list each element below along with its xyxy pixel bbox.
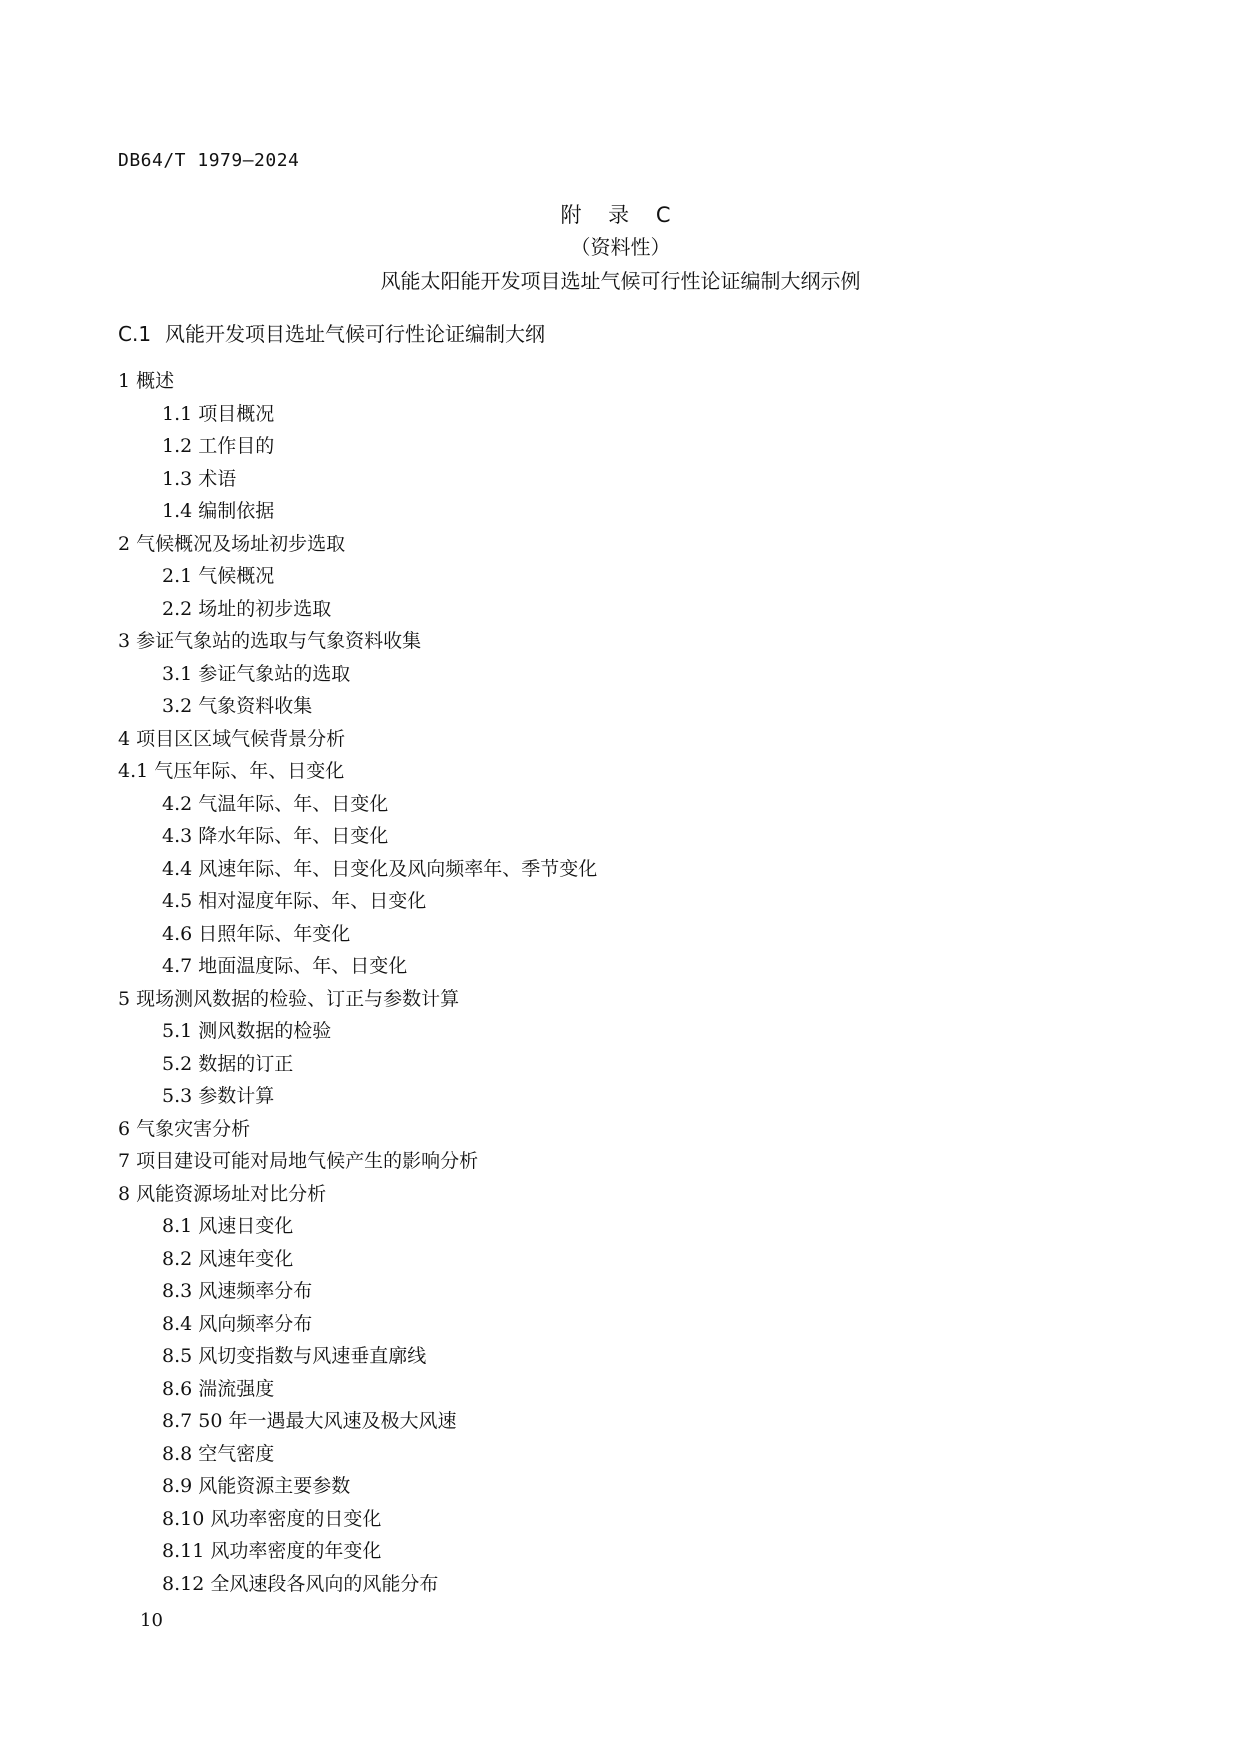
outline-chapter: 3 参证气象站的选取与气象资料收集 (118, 630, 422, 652)
outline-subsection: 5.2 数据的订正 (162, 1052, 294, 1075)
outline-subsection: 1.3 术语 (162, 467, 237, 490)
outline-subsection: 1.2 工作目的 (162, 435, 275, 457)
appendix-title: 附 录 C (560, 203, 681, 227)
page-number: 10 (140, 1610, 163, 1631)
outline-chapter: 7 项目建设可能对局地气候产生的影响分析 (118, 1150, 479, 1172)
outline-chapter: 2 气候概况及场址初步选取 (118, 532, 346, 555)
outline-subsection: 4.2 气温年际、年、日变化 (162, 792, 389, 815)
outline-subsection: 8.12 全风速段各风向的风能分布 (162, 1572, 439, 1595)
outline-subsection: 8.3 风速频率分布 (162, 1280, 313, 1302)
outline-subsection: 8.5 风切变指数与风速垂直廓线 (162, 1345, 427, 1367)
appendix-heading (0, 200, 1241, 296)
outline-chapter: 4.1 气压年际、年、日变化 (118, 760, 345, 782)
outline-subsection: 1.4 编制依据 (162, 500, 275, 522)
section-number: C.1 (118, 322, 152, 346)
outline-list (0, 365, 1241, 1600)
outline-subsection: 4.7 地面温度际、年、日变化 (162, 955, 408, 977)
document-code: DB64/T 1979—2024 (118, 150, 300, 171)
outline-subsection: 5.1 测风数据的检验 (162, 1020, 332, 1042)
outline-subsection: 4.6 日照年际、年变化 (162, 922, 351, 945)
outline-chapter: 6 气象灾害分析 (118, 1117, 251, 1140)
outline-subsection: 8.11 风功率密度的年变化 (162, 1540, 382, 1562)
outline-chapter: 1 概述 (118, 370, 175, 392)
outline-subsection: 2.2 场址的初步选取 (162, 597, 332, 620)
appendix-name: 风能太阳能开发项目选址气候可行性论证编制大纲示例 (380, 269, 861, 293)
outline-subsection: 4.4 风速年际、年、日变化及风向频率年、季节变化 (162, 857, 598, 880)
outline-subsection: 4.5 相对湿度年际、年、日变化 (162, 890, 427, 912)
outline-subsection: 8.2 风速年变化 (162, 1247, 294, 1270)
outline-subsection: 8.1 风速日变化 (162, 1215, 294, 1237)
outline-subsection: 8.8 空气密度 (162, 1442, 275, 1465)
outline-subsection: 8.6 湍流强度 (162, 1377, 275, 1400)
outline-chapter: 4 项目区区域气候背景分析 (118, 727, 346, 750)
outline-subsection: 3.1 参证气象站的选取 (162, 662, 351, 685)
outline-subsection: 3.2 气象资料收集 (162, 695, 313, 717)
outline-chapter: 5 现场测风数据的检验、订正与参数计算 (118, 987, 460, 1010)
outline-subsection: 8.7 50 年一遇最大风速及极大风速 (162, 1410, 457, 1432)
outline-subsection: 2.1 气候概况 (162, 565, 275, 587)
section-title: 风能开发项目选址气候可行性论证编制大纲 (165, 322, 546, 346)
section-heading (118, 318, 545, 347)
outline-chapter: 8 风能资源场址对比分析 (118, 1182, 327, 1205)
outline-subsection: 8.9 风能资源主要参数 (162, 1475, 351, 1497)
outline-subsection: 4.3 降水年际、年、日变化 (162, 825, 389, 847)
outline-subsection: 5.3 参数计算 (162, 1085, 275, 1107)
outline-subsection: 8.4 风向频率分布 (162, 1312, 313, 1335)
outline-subsection: 1.1 项目概况 (162, 402, 275, 425)
appendix-type: （资料性） (570, 235, 671, 259)
outline-subsection: 8.10 风功率密度的日变化 (162, 1507, 382, 1530)
